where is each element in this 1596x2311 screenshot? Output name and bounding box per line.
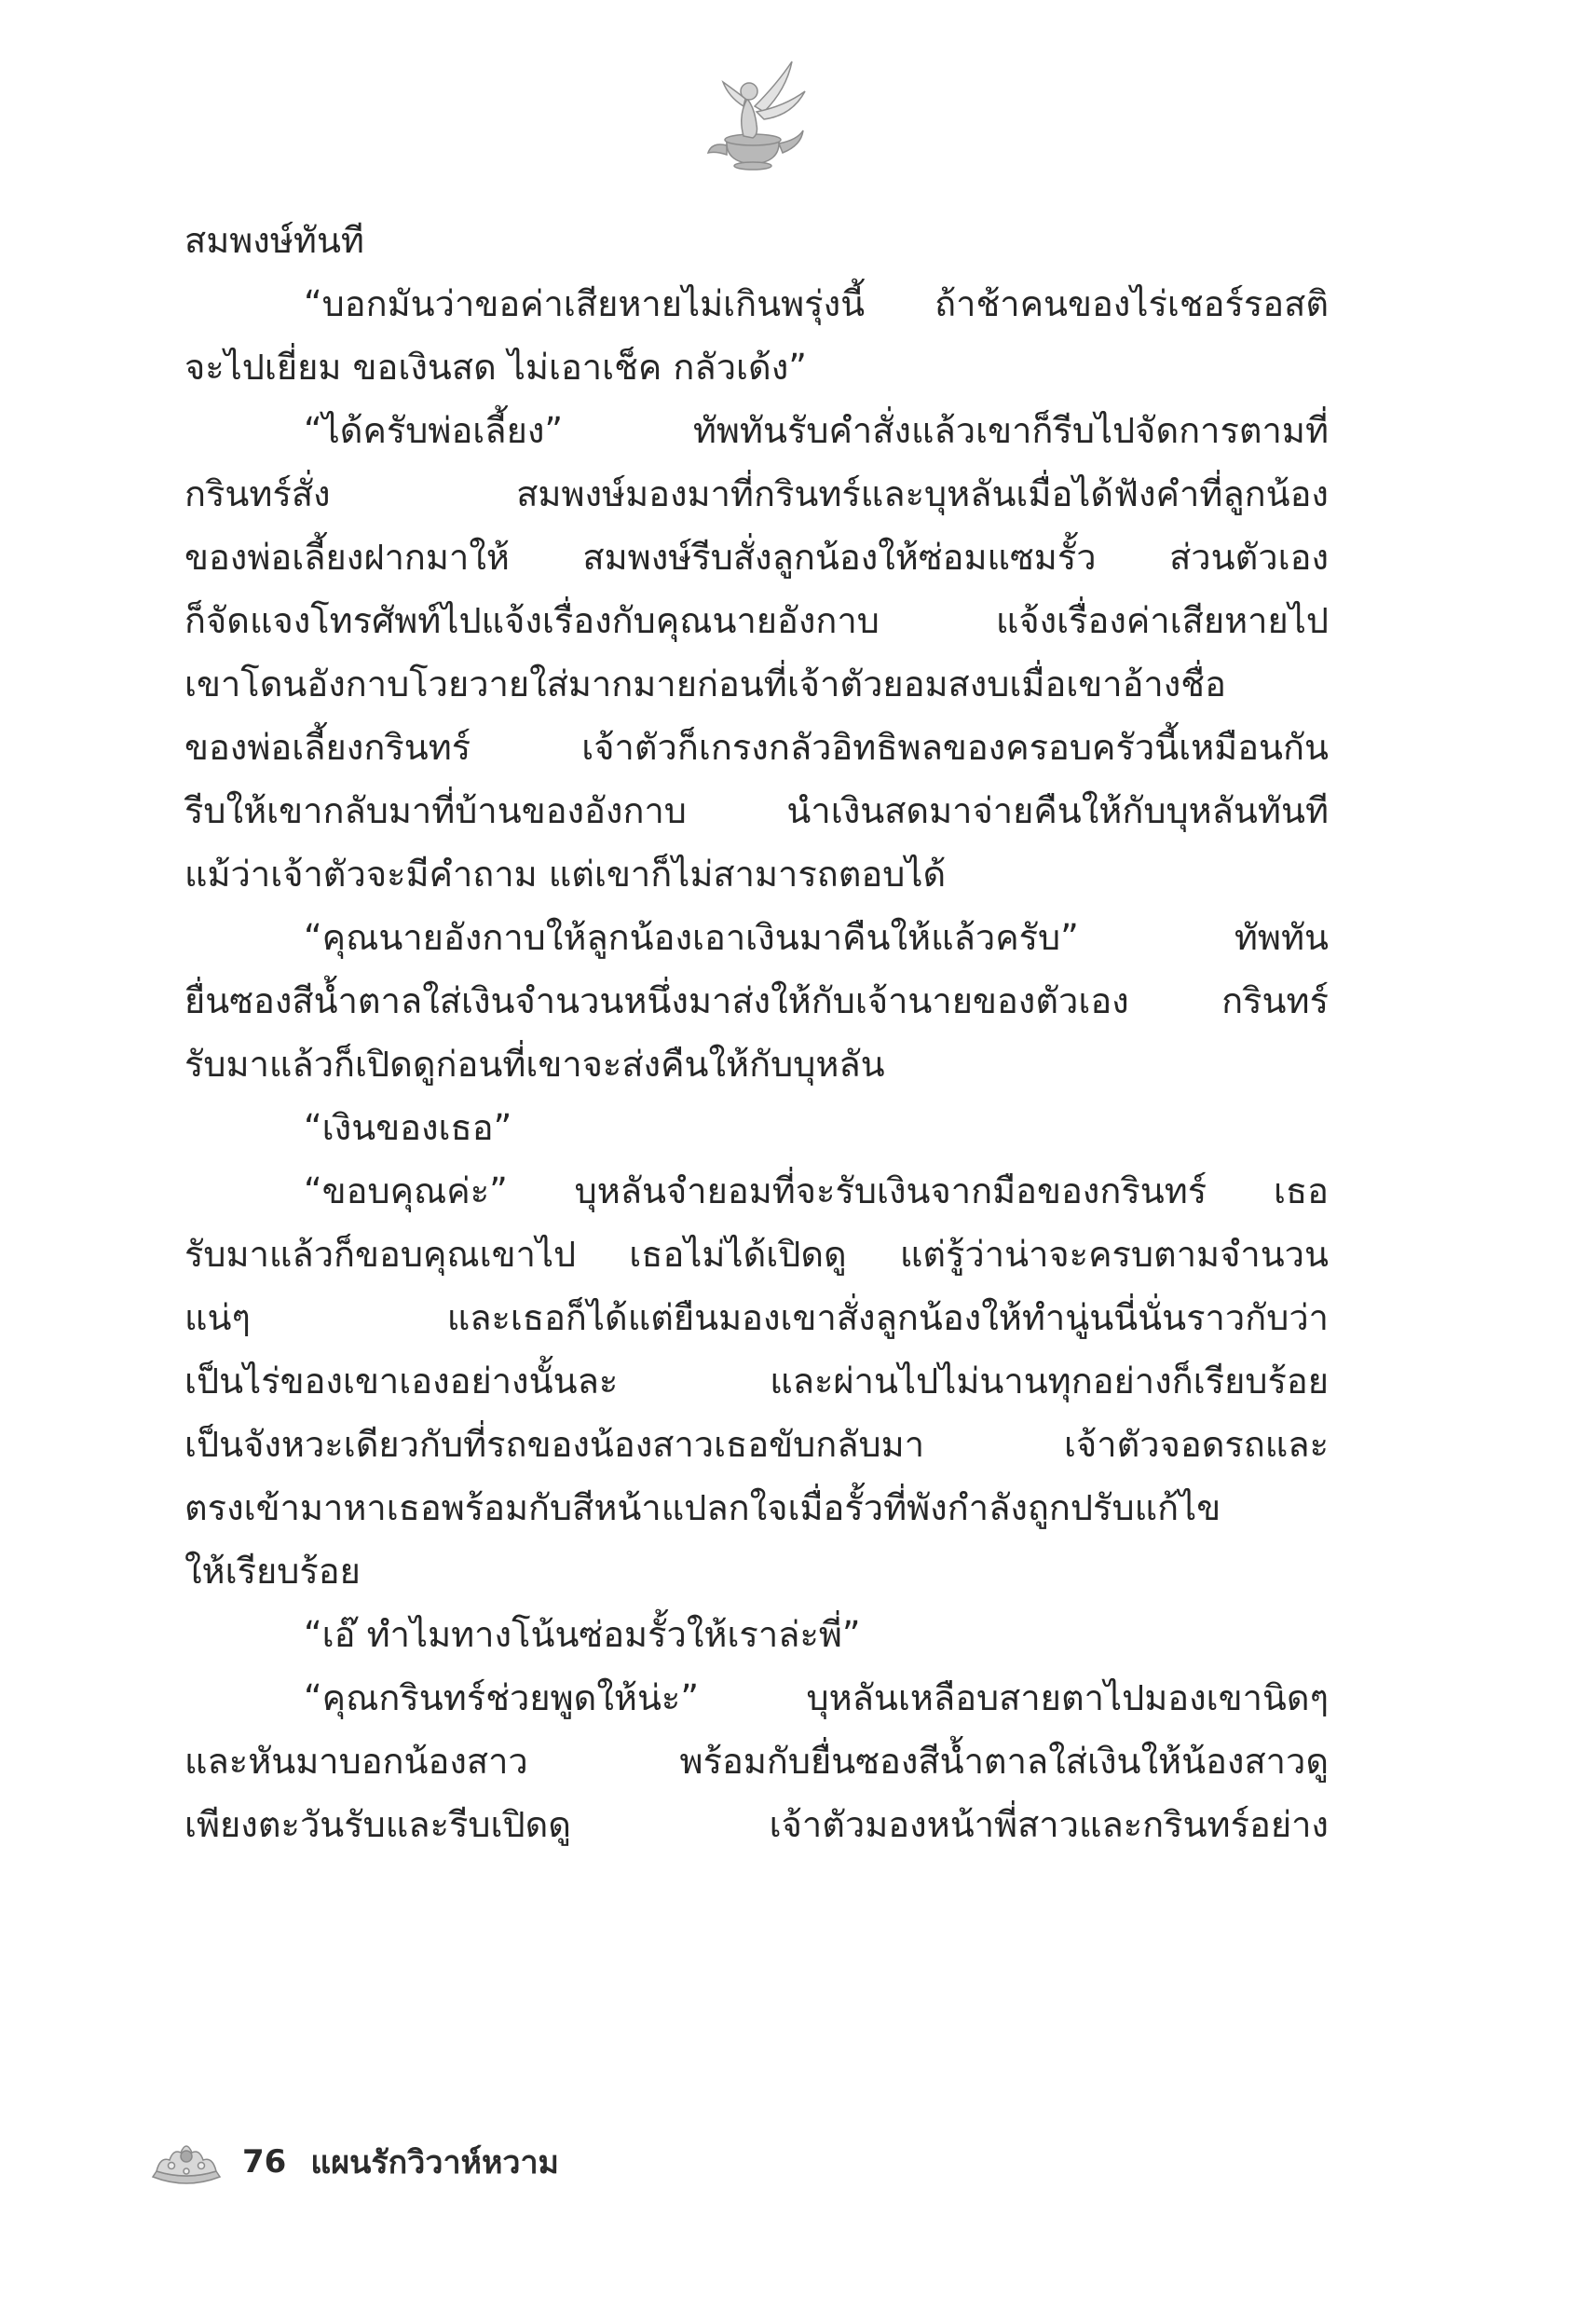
text-line: และหันมาบอกน้องสาว พร้อมกับยื่นซองสีน้ำตาลใส่เงินให้น้องสาวดู [184, 1741, 1329, 1782]
text-line: รีบให้เขากลับมาที่บ้านของอังกาบ นำเงินสดมาจ่ายคืนให้กับบุหลันทันที [184, 790, 1329, 831]
tiara-icon [149, 2136, 224, 2188]
text-line: สมพงษ์ทันที [184, 220, 364, 261]
text-line: แน่ๆ และเธอก็ได้แต่ยืนมองเขาสั่งลูกน้องให้ทำนู่นนี่นั่นราวกับว่า [184, 1297, 1329, 1338]
text-line: “บอกมันว่าขอค่าเสียหายไม่เกินพรุ่งนี้ ถ้าช้าคนของไร่เชอร์รอสติ [304, 283, 1329, 324]
page-footer [149, 2134, 559, 2190]
text-line: เขาโดนอังกาบโวยวายใส่มากมายก่อนที่เจ้าตัวยอมสงบเมื่อเขาอ้างชื่อ [184, 663, 1226, 704]
text-line: ตรงเข้ามาหาเธอพร้อมกับสีหน้าแปลกใจเมื่อรั้วที่พังกำลังถูกปรับแก้ไข [184, 1487, 1221, 1528]
text-line: “คุณนายอังกาบให้ลูกน้องเอาเงินมาคืนให้แล้วครับ” ทัพทัน [304, 917, 1329, 958]
text-line: ของพ่อเลี้ยงกรินทร์ เจ้าตัวก็เกรงกลัวอิทธิพลของครอบครัวนี้เหมือนกัน [184, 727, 1329, 768]
text-line: ของพ่อเลี้ยงฝากมาให้ สมพงษ์รีบสั่งลูกน้องให้ซ่อมแซมรั้ว ส่วนตัวเอง [184, 537, 1329, 578]
text-line: ให้เรียบร้อย [184, 1551, 361, 1592]
text-line: รับมาแล้วก็เปิดดูก่อนที่เขาจะส่งคืนให้กับบุหลัน [184, 1044, 885, 1085]
text-line: “ได้ครับพ่อเลี้ยง” ทัพทันรับคำสั่งแล้วเขาก็รีบไปจัดการตามที่ [304, 410, 1329, 451]
genie-lamp-fairy-icon [688, 50, 818, 171]
text-line: ก็จัดแจงโทรศัพท์ไปแจ้งเรื่องกับคุณนายอังกาบ แจ้งเรื่องค่าเสียหายไป [184, 600, 1329, 641]
text-line: ยื่นซองสีน้ำตาลใส่เงินจำนวนหนึ่งมาส่งให้กับเจ้านายของตัวเอง กรินทร์ [184, 980, 1329, 1021]
text-line: จะไปเยี่ยม ขอเงินสด ไม่เอาเช็ค กลัวเด้ง” [184, 347, 807, 388]
text-line: “เงินของเธอ” [304, 1107, 512, 1148]
text-line: “ขอบคุณค่ะ” บุหลันจำยอมที่จะรับเงินจากมือของกรินทร์ เธอ [304, 1170, 1329, 1211]
page-number: 76 [242, 2143, 287, 2181]
text-line: เพียงตะวันรับและรีบเปิดดู เจ้าตัวมองหน้าพี่สาวและกรินทร์อย่าง [184, 1804, 1329, 1845]
text-line: กรินทร์สั่ง สมพงษ์มองมาที่กรินทร์และบุหลันเมื่อได้ฟังคำที่ลูกน้อง [184, 473, 1329, 514]
text-line: รับมาแล้วก็ขอบคุณเขาไป เธอไม่ได้เปิดดู แต่รู้ว่าน่าจะครบตามจำนวน [184, 1234, 1329, 1275]
book-title: แผนรักวิวาห์หวาม [310, 2144, 559, 2181]
text-line: เป็นจังหวะเดียวกับที่รถของน้องสาวเธอขับกลับมา เจ้าตัวจอดรถและ [184, 1424, 1329, 1465]
text-line: “คุณกรินทร์ช่วยพูดให้น่ะ” บุหลันเหลือบสายตาไปมองเขานิดๆ [304, 1677, 1329, 1718]
body-text [184, 209, 1329, 1856]
text-line: “เอ๊ ทำไมทางโน้นซ่อมรั้วให้เราล่ะพี่” [304, 1614, 861, 1655]
text-line: แม้ว่าเจ้าตัวจะมีคำถาม แต่เขาก็ไม่สามารถตอบได้ [184, 854, 947, 895]
text-line: เป็นไร่ของเขาเองอย่างนั้นละ และผ่านไปไม่นานทุกอย่างก็เรียบร้อย [184, 1361, 1329, 1402]
